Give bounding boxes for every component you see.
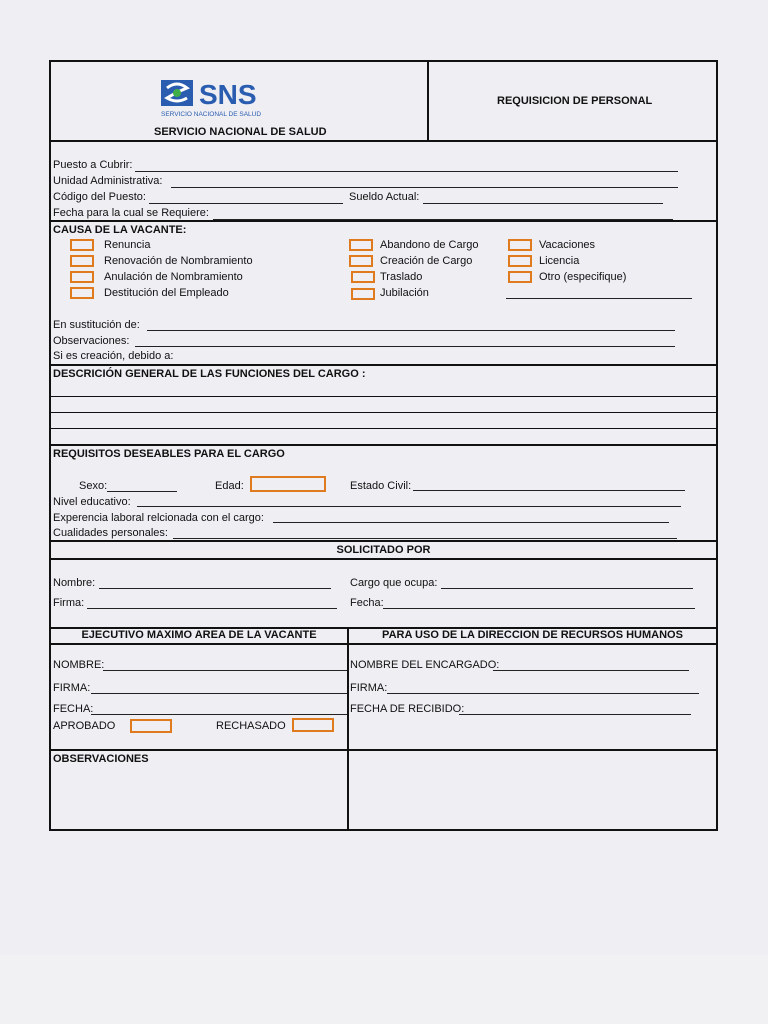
unidad-field[interactable] — [171, 187, 678, 188]
sustitucion-field[interactable] — [147, 330, 675, 331]
abandono-label: Abandono de Cargo — [380, 239, 479, 251]
encargado-label: NOMBRE DEL ENCARGADO: — [350, 659, 500, 671]
rechasado-label: RECHASADO — [216, 720, 286, 732]
rrhh-notes-area[interactable] — [349, 751, 716, 829]
nivel-educativo-label: Nivel educativo: — [53, 496, 131, 508]
creacion-checkbox[interactable] — [349, 255, 373, 267]
otro-checkbox[interactable] — [508, 271, 532, 283]
form-title: REQUISICION DE PERSONAL — [497, 95, 653, 107]
sns-logo-mark-icon — [159, 78, 299, 122]
descripcion-line[interactable] — [51, 412, 716, 413]
descripcion-heading: DESCRICIÓN GENERAL DE LAS FUNCIONES DEL CARGO : — [53, 368, 366, 380]
ejecutivo-nombre-label: NOMBRE: — [53, 659, 105, 671]
rrhh-firma-label: FIRMA: — [350, 682, 388, 694]
cualidades-field[interactable] — [173, 538, 677, 539]
jubilacion-checkbox[interactable] — [351, 288, 375, 300]
experiencia-label: Experencia laboral relcionada con el cargo: — [53, 512, 264, 524]
traslado-checkbox[interactable] — [351, 271, 375, 283]
section-border — [51, 643, 716, 645]
section-border — [51, 220, 716, 222]
cargo-ocupa-label: Cargo que ocupa: — [350, 577, 438, 589]
destitucion-label: Destitución del Empleado — [104, 287, 229, 299]
edad-label: Edad: — [215, 480, 244, 492]
unidad-label: Unidad Administrativa: — [53, 175, 163, 187]
renovacion-checkbox[interactable] — [70, 255, 94, 267]
creacion-debido-label: Si es creación, debido a: — [53, 350, 174, 362]
otro-especifique-field[interactable] — [506, 298, 692, 299]
header-bottom-border — [51, 140, 716, 142]
codigo-field[interactable] — [149, 203, 343, 204]
anulacion-checkbox[interactable] — [70, 271, 94, 283]
causa-observaciones-label: Observaciones: — [53, 335, 130, 347]
encargado-field[interactable] — [493, 670, 689, 671]
nivel-educativo-field[interactable] — [137, 506, 681, 507]
ejecutivo-fecha-field[interactable] — [91, 714, 347, 715]
solicitado-nombre-label: Nombre: — [53, 577, 96, 589]
sueldo-field[interactable] — [423, 203, 663, 204]
renuncia-checkbox[interactable] — [70, 239, 94, 251]
fecha-recibido-field[interactable] — [459, 714, 691, 715]
cargo-ocupa-field[interactable] — [441, 588, 693, 589]
puesto-field[interactable] — [135, 171, 678, 172]
solicitado-nombre-field[interactable] — [99, 588, 331, 589]
requisitos-heading: REQUISITOS DESEABLES PARA EL CARGO — [53, 448, 285, 460]
solicitado-fecha-label: Fecha: — [350, 597, 384, 609]
vacaciones-checkbox[interactable] — [508, 239, 532, 251]
jubilacion-label: Jubilación — [380, 287, 429, 299]
sueldo-label: Sueldo Actual: — [349, 191, 420, 203]
causa-observaciones-field[interactable] — [135, 346, 675, 347]
rrhh-firma-field[interactable] — [387, 693, 699, 694]
logo-acronym: SNS — [199, 79, 257, 110]
section-border — [51, 558, 716, 560]
abandono-checkbox[interactable] — [349, 239, 373, 251]
aprobado-checkbox[interactable] — [130, 719, 172, 733]
traslado-label: Traslado — [380, 271, 423, 283]
licencia-checkbox[interactable] — [508, 255, 532, 267]
puesto-label: Puesto a Cubrir: — [53, 159, 133, 171]
anulacion-label: Anulación de Nombramiento — [104, 271, 243, 283]
ejecutivo-fecha-label: FECHA: — [53, 703, 94, 715]
licencia-label: Licencia — [539, 255, 580, 267]
solicitado-heading: SOLICITADO POR — [336, 544, 431, 556]
fecha-requiere-label: Fecha para la cual se Requiere: — [53, 207, 209, 219]
sustitucion-label: En sustitución de: — [53, 319, 140, 331]
sexo-field[interactable] — [107, 491, 177, 492]
destitucion-checkbox[interactable] — [70, 287, 94, 299]
causa-heading: CAUSA DE LA VACANTE: — [53, 224, 187, 236]
descripcion-line[interactable] — [51, 428, 716, 429]
header-divider — [427, 62, 429, 142]
aprobado-label: APROBADO — [53, 720, 116, 732]
section-border — [51, 364, 716, 366]
rechasado-checkbox[interactable] — [292, 718, 334, 732]
renuncia-label: Renuncia — [104, 239, 151, 251]
vacaciones-label: Vacaciones — [539, 239, 596, 251]
observaciones-heading: OBSERVACIONES — [53, 753, 149, 765]
experiencia-field[interactable] — [273, 522, 669, 523]
solicitado-firma-label: Firma: — [53, 597, 85, 609]
org-subtitle: SERVICIO NACIONAL DE SALUD — [154, 126, 327, 138]
cualidades-label: Cualidades personales: — [53, 527, 168, 539]
estado-civil-field[interactable] — [413, 490, 685, 491]
creacion-label: Creación de Cargo — [380, 255, 473, 267]
ejecutivo-nombre-field[interactable] — [103, 670, 347, 671]
sexo-label: Sexo: — [79, 480, 108, 492]
estado-civil-label: Estado Civil: — [350, 480, 412, 492]
descripcion-line[interactable] — [51, 396, 716, 397]
page-bottom-margin — [0, 955, 768, 1024]
rrhh-heading: PARA USO DE LA DIRECCION DE RECURSOS HUMANOS — [382, 629, 683, 641]
ejecutivo-firma-label: FIRMA: — [53, 682, 91, 694]
observaciones-area[interactable] — [51, 765, 345, 829]
fecha-recibido-label: FECHA DE RECIBIDO: — [350, 703, 465, 715]
otro-label: Otro (especifique) — [539, 271, 627, 283]
solicitado-fecha-field[interactable] — [383, 608, 695, 609]
edad-box[interactable] — [250, 476, 326, 492]
ejecutivo-firma-field[interactable] — [91, 693, 347, 694]
requisition-form — [49, 60, 718, 831]
solicitado-firma-field[interactable] — [87, 608, 337, 609]
codigo-label: Código del Puesto: — [53, 191, 146, 203]
sns-logo — [159, 78, 299, 122]
renovacion-label: Renovación de Nombramiento — [104, 255, 253, 267]
logo-tagline: SERVICIO NACIONAL DE SALUD — [161, 111, 262, 118]
ejecutivo-heading: EJECUTIVO MAXIMO AREA DE LA VACANTE — [81, 629, 317, 641]
section-border — [51, 444, 716, 446]
section-border — [51, 540, 716, 542]
